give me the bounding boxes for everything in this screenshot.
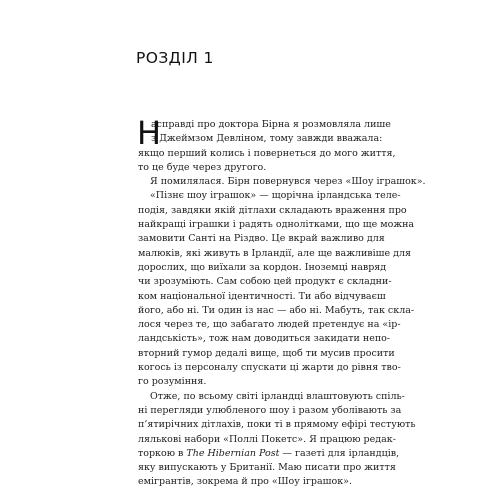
text-line: вторний гумор дедалі вище, щоб ти мусив просити	[138, 347, 395, 359]
text-line: якщо перший колись і повернеться до мого життя,	[138, 147, 396, 159]
text-line: ландськість», тож нам доводиться закидати непо-	[138, 333, 391, 345]
text-line	[138, 447, 400, 461]
paragraph-2	[138, 175, 426, 189]
text-line: п’ятирічних дітлахів, поки ті в прямому ефірі тестують	[138, 419, 416, 431]
paragraph-1	[137, 114, 396, 175]
text-line: «Пізнє шоу іграшок» — щорічна ірландська теле-	[150, 190, 401, 202]
text-line: чи зрозуміють. Сам собою цей продукт є складни-	[138, 276, 392, 288]
drop-cap-letter: Н	[137, 114, 162, 152]
paragraph-3	[138, 189, 415, 389]
text-line: подія, завдяки якій дітлахи складають враження про	[138, 204, 407, 216]
publication-name: The Hibernian Post	[186, 447, 280, 459]
text-line: лялькові набори «Поллі Покетс». Я працюю редак-	[138, 433, 396, 445]
text-line: дорослих, що виїхали за кордон. Іноземці навряд	[138, 261, 387, 273]
text-line: Отже, по всьому світі ірландці влаштовують спіль-	[150, 390, 405, 402]
text-line: лося через те, що забагато людей претендує на «ір-	[138, 319, 401, 331]
chapter-body	[137, 114, 426, 490]
text-line: емігрантів, зокрема й про «Шоу іграшок».	[138, 476, 352, 488]
text-line: найкращі іграшки і радять однолітками, що ще можна	[138, 219, 415, 231]
text-line: то це буде через другого.	[138, 161, 267, 173]
text-line: його, або ні. Ти один із нас — або ні. Мабуть, так скла-	[138, 304, 415, 316]
text-line: яку випускають у Британії. Маю писати про життя	[138, 462, 396, 474]
text-line: замовити Санті на Різдво. Це вкрай важливо для	[138, 233, 385, 245]
text-line: го розуміння.	[138, 376, 207, 388]
text-fragment: торкою в	[138, 447, 187, 459]
text-fragment: — газеті для ірландців,	[279, 447, 400, 459]
text-line: з Джеймзом Девліном, тому завжди вважала:	[151, 133, 383, 145]
text-line: ні перегляди улюбленого шоу і разом уболівають за	[138, 404, 402, 416]
text-line: асправді про доктора Бірна я розмовляла лише	[151, 119, 391, 130]
text-line: когось із персоналу спускати ці жарти до рівня тво-	[138, 362, 401, 374]
chapter-title: РОЗДІЛ 1	[136, 49, 214, 67]
text-line: ком національної ідентичності. Ти або відчуваєш	[138, 290, 386, 302]
paragraph-4	[138, 390, 416, 490]
text-line: Я помилялася. Бірн повернувся через «Шоу іграшок».	[150, 176, 426, 188]
text-line: малюків, які живуть в Ірландії, але ще важливіше для	[138, 247, 412, 259]
